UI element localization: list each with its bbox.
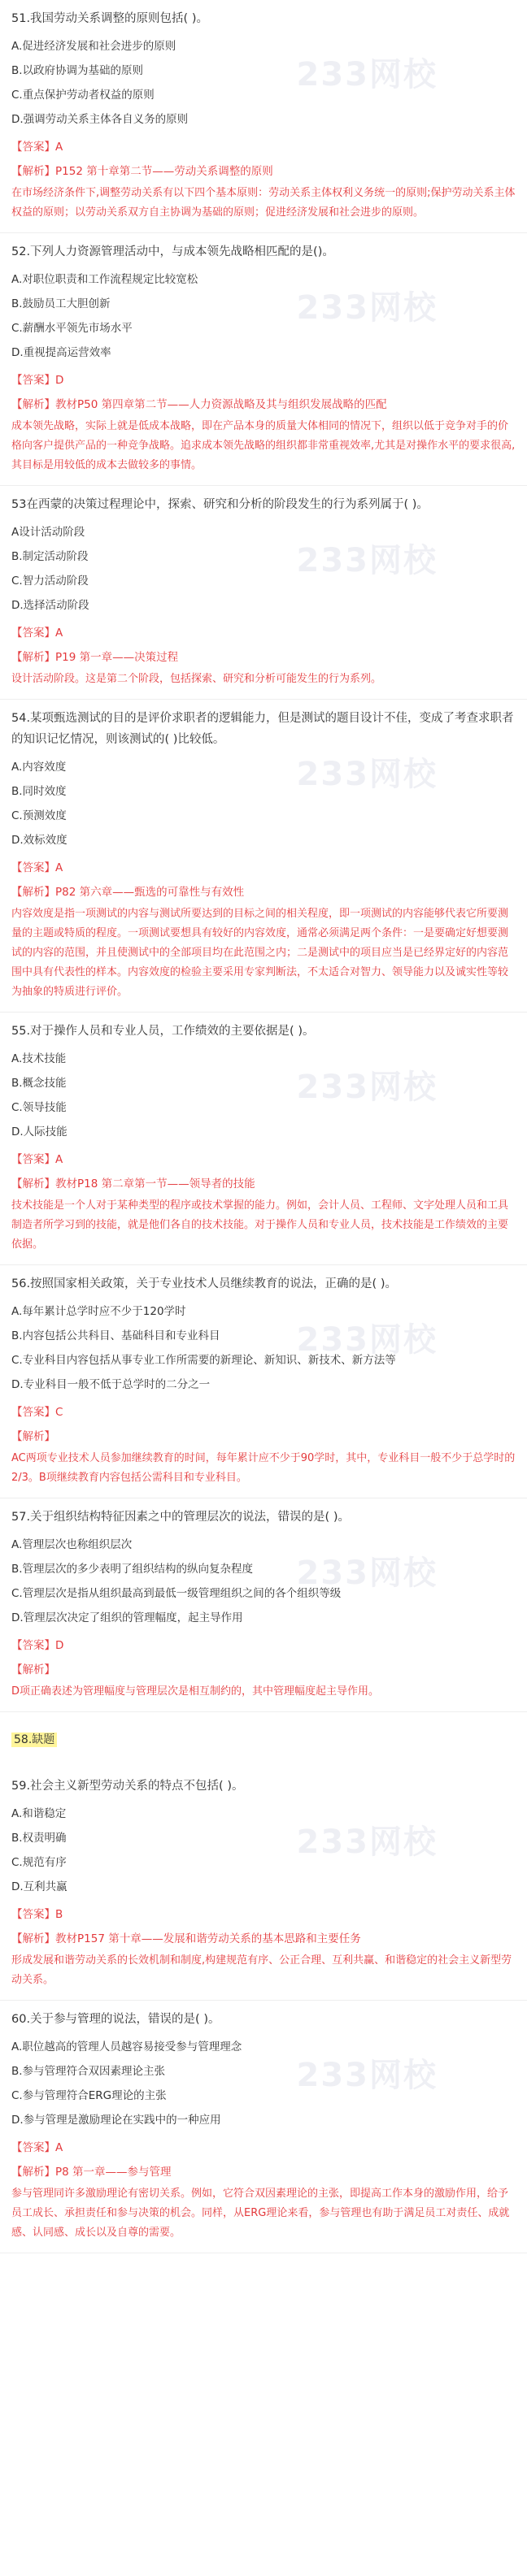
answer-label: 【答案】A: [11, 141, 63, 154]
option-item: D.效标效度: [11, 834, 68, 847]
answer-label: 【答案】A: [11, 1153, 63, 1166]
explanation-heading: 【解析】P82 第六章——甄选的可靠性与有效性: [11, 886, 245, 899]
answer-label: 【答案】D: [11, 1639, 64, 1652]
option-item: D.强调劳动关系主体各自义务的原则: [11, 113, 189, 126]
option-item: B.参与管理符合双因素理论主张: [11, 2065, 166, 2078]
watermark-logo: 233网校: [296, 1321, 438, 1359]
question-block: [0, 486, 527, 700]
explanation-text: AC两项专业技术人员参加继续教育的时间，每年累计应不少于90学时，其中，专业科目一般不少于总学时的2/3。B项继续教育内容包括公需科目和专业科目。: [11, 1452, 516, 1484]
watermark-logo: 233网校: [296, 1069, 438, 1106]
option-item: D.人际技能: [11, 1125, 68, 1138]
explanation-text: 设计活动阶段。这是第二个阶段，包括探索、研究和分析可能发生的行为系列。: [11, 673, 382, 685]
watermark-logo: 233网校: [296, 1555, 438, 1592]
question-title: 53在西蒙的决策过程理论中，探索、研究和分析的阶段发生的行为系列属于( )。: [11, 498, 429, 511]
explanation-heading: 【解析】: [11, 1663, 55, 1676]
option-item: D.专业科目一般不低于总学时的二分之一: [11, 1378, 211, 1391]
question-block: [0, 1013, 527, 1265]
question-title: 56.按照国家相关政策，关于专业技术人员继续教育的说法，正确的是( )。: [11, 1277, 397, 1290]
option-item: D.参与管理是激励理论在实践中的一种应用: [11, 2114, 221, 2127]
explanation-heading: 【解析】P8 第一章——参与管理: [11, 2166, 172, 2179]
option-item: D.重视提高运营效率: [11, 346, 111, 359]
watermark-logo: 233网校: [296, 756, 438, 793]
watermark-logo: 233网校: [296, 56, 438, 93]
question-block: [0, 1265, 527, 1498]
option-item: D.选择活动阶段: [11, 599, 89, 612]
explanation-text: 参与管理同许多激励理论有密切关系。例如，它符合双因素理论的主张，即提高工作本身的激励作用，给予员工成长、承担责任和参与决策的机会。同样，从ERG理论来看，参与管理也有助于满足员工对责任、成就感、认同感、成长以及自尊的需要。: [11, 2188, 510, 2239]
watermark-logo: 233网校: [296, 2057, 438, 2094]
option-item: A设计活动阶段: [11, 526, 85, 539]
option-item: A.和谐稳定: [11, 1807, 67, 1820]
option-item: B.以政府协调为基础的原则: [11, 64, 144, 77]
explanation-text: 技术技能是一个人对于某种类型的程序或技术掌握的能力。例如，会计人员、工程师、文字处理人员和工具制造者所学习到的技能，就是他们各自的技术技能。对于操作人员和专业人员，技术技能是工作绩效的主要依据。: [11, 1199, 509, 1251]
explanation-heading: 【解析】: [11, 1430, 55, 1443]
answer-label: 【答案】A: [11, 861, 63, 874]
option-item: D.管理层次决定了组织的管理幅度，起主导作用: [11, 1611, 243, 1624]
option-item: C.智力活动阶段: [11, 575, 89, 588]
question-block: [0, 233, 527, 486]
option-item: C.规范有序: [11, 1856, 67, 1869]
option-item: C.参与管理符合ERG理论的主张: [11, 2089, 167, 2102]
watermark-logo: 233网校: [296, 1824, 438, 1861]
question-title: 57.关于组织结构特征因素之中的管理层次的说法，错误的是( )。: [11, 1511, 350, 1524]
question-title: 51.我国劳动关系调整的原则包括( )。: [11, 12, 208, 25]
option-item: B.概念技能: [11, 1077, 67, 1090]
explanation-heading: 【解析】教材P157 第十章——发展和谐劳动关系的基本思路和主要任务: [11, 1932, 361, 1945]
option-item: B.制定活动阶段: [11, 550, 89, 563]
missing-question: 58.缺题: [0, 1712, 527, 1767]
option-item: B.内容包括公共科目、基础科目和专业科目: [11, 1329, 220, 1342]
answer-label: 【答案】B: [11, 1908, 63, 1921]
option-item: C.专业科目内容包括从事专业工作所需要的新理论、新知识、新技术、新方法等: [11, 1354, 396, 1367]
answer-label: 【答案】A: [11, 627, 63, 640]
question-block: [0, 2001, 527, 2253]
option-item: D.互利共赢: [11, 1880, 68, 1893]
question-block: [0, 0, 527, 233]
option-item: A.管理层次也称组织层次: [11, 1538, 133, 1551]
option-item: B.同时效度: [11, 785, 67, 798]
explanation-text: 成本领先战略，实际上就是低成本战略，即在产品本身的质量大体相同的情况下，组织以低于竞争对手的价格向客户提供产品的一种竞争战略。追求成本领先战略的组织都非常重视效率,尤其是对操作水平的要求很高,其目标是用较低的成本去做较多的事情。: [11, 420, 516, 471]
answer-label: 【答案】C: [11, 1406, 63, 1419]
explanation-text: 内容效度是指一项测试的内容与测试所要达到的目标之间的相关程度，即一项测试的内容能够代表它所要测量的主题或特质的程度。一项测试要想具有较好的内容效度，通常必须满足两个条件：一是要确定好想要测试的内容的范围，并且使测试中的全部项目均在此范围之内；二是测试中的项目应当是已经界定好的内容范围中具有代表性的样本。内容效度的检验主要采用专家判断法，不太适合对智力、领导能力以及诚实性等较为抽象的特质进行评价。: [11, 908, 509, 998]
option-item: B.管理层次的多少表明了组织结构的纵向复杂程度: [11, 1563, 254, 1576]
option-item: C.重点保护劳动者权益的原则: [11, 89, 155, 102]
question-list-2: [0, 1767, 527, 2253]
explanation-text: 形成发展和谐劳动关系的长效机制和制度,构建规范有序、公正合理、互利共赢、和谐稳定的社会主义新型劳动关系。: [11, 1954, 512, 1986]
explanation-text: D项正确表述为管理幅度与管理层次是相互制约的，其中管理幅度起主导作用。: [11, 1685, 380, 1698]
question-title: 54.某项甄选测试的目的是评价求职者的逻辑能力，但是测试的题目设计不佳，变成了考查求职者的知识记忆情况，则该测试的( )比较低。: [11, 712, 514, 746]
question-block: [0, 700, 527, 1013]
explanation-heading: 【解析】教材P50 第四章第二节——人力资源战略及其与组织发展战略的匹配: [11, 398, 387, 411]
option-item: A.每年累计总学时应不少于120学时: [11, 1305, 186, 1318]
option-item: C.预测效度: [11, 809, 67, 822]
option-item: C.管理层次是指从组织最高到最低一级管理组织之间的各个组织等级: [11, 1587, 342, 1600]
explanation-heading: 【解析】P152 第十章第二节——劳动关系调整的原则: [11, 165, 273, 178]
option-item: B.权责明确: [11, 1832, 67, 1845]
option-item: C.薪酬水平领先市场水平: [11, 322, 133, 335]
question-block: [0, 1498, 527, 1712]
option-item: C.领导技能: [11, 1101, 67, 1114]
option-item: A.职位越高的管理人员越容易接受参与管理理念: [11, 2040, 242, 2053]
option-item: A.内容效度: [11, 761, 67, 774]
explanation-heading: 【解析】P19 第一章——决策过程: [11, 651, 179, 664]
question-title: 60.关于参与管理的说法，错误的是( )。: [11, 2013, 220, 2026]
explanation-heading: 【解析】教材P18 第二章第一节——领导者的技能: [11, 1177, 255, 1190]
question-title: 55.对于操作人员和专业人员，工作绩效的主要依据是( )。: [11, 1025, 315, 1038]
option-item: A.促进经济发展和社会进步的原则: [11, 40, 176, 53]
answer-label: 【答案】A: [11, 2141, 63, 2154]
watermark-logo: 233网校: [296, 542, 438, 579]
answer-label: 【答案】D: [11, 374, 64, 387]
question-block: [0, 1767, 527, 2001]
option-item: A.技术技能: [11, 1052, 67, 1065]
option-item: B.鼓励员工大胆创新: [11, 297, 111, 310]
watermark-logo: 233网校: [296, 289, 438, 327]
explanation-text: 在市场经济条件下,调整劳动关系有以下四个基本原则：劳动关系主体权利义务统一的原则;保护劳动关系主体权益的原则；以劳动关系双方自主协调为基础的原则；促进经济发展和社会进步的原则。: [11, 187, 516, 219]
question-title: 52.下列人力资源管理活动中，与成本领先战略相匹配的是()。: [11, 245, 334, 258]
option-item: A.对职位职责和工作流程规定比较宽松: [11, 273, 198, 286]
question-title: 59.社会主义新型劳动关系的特点不包括( )。: [11, 1780, 244, 1793]
